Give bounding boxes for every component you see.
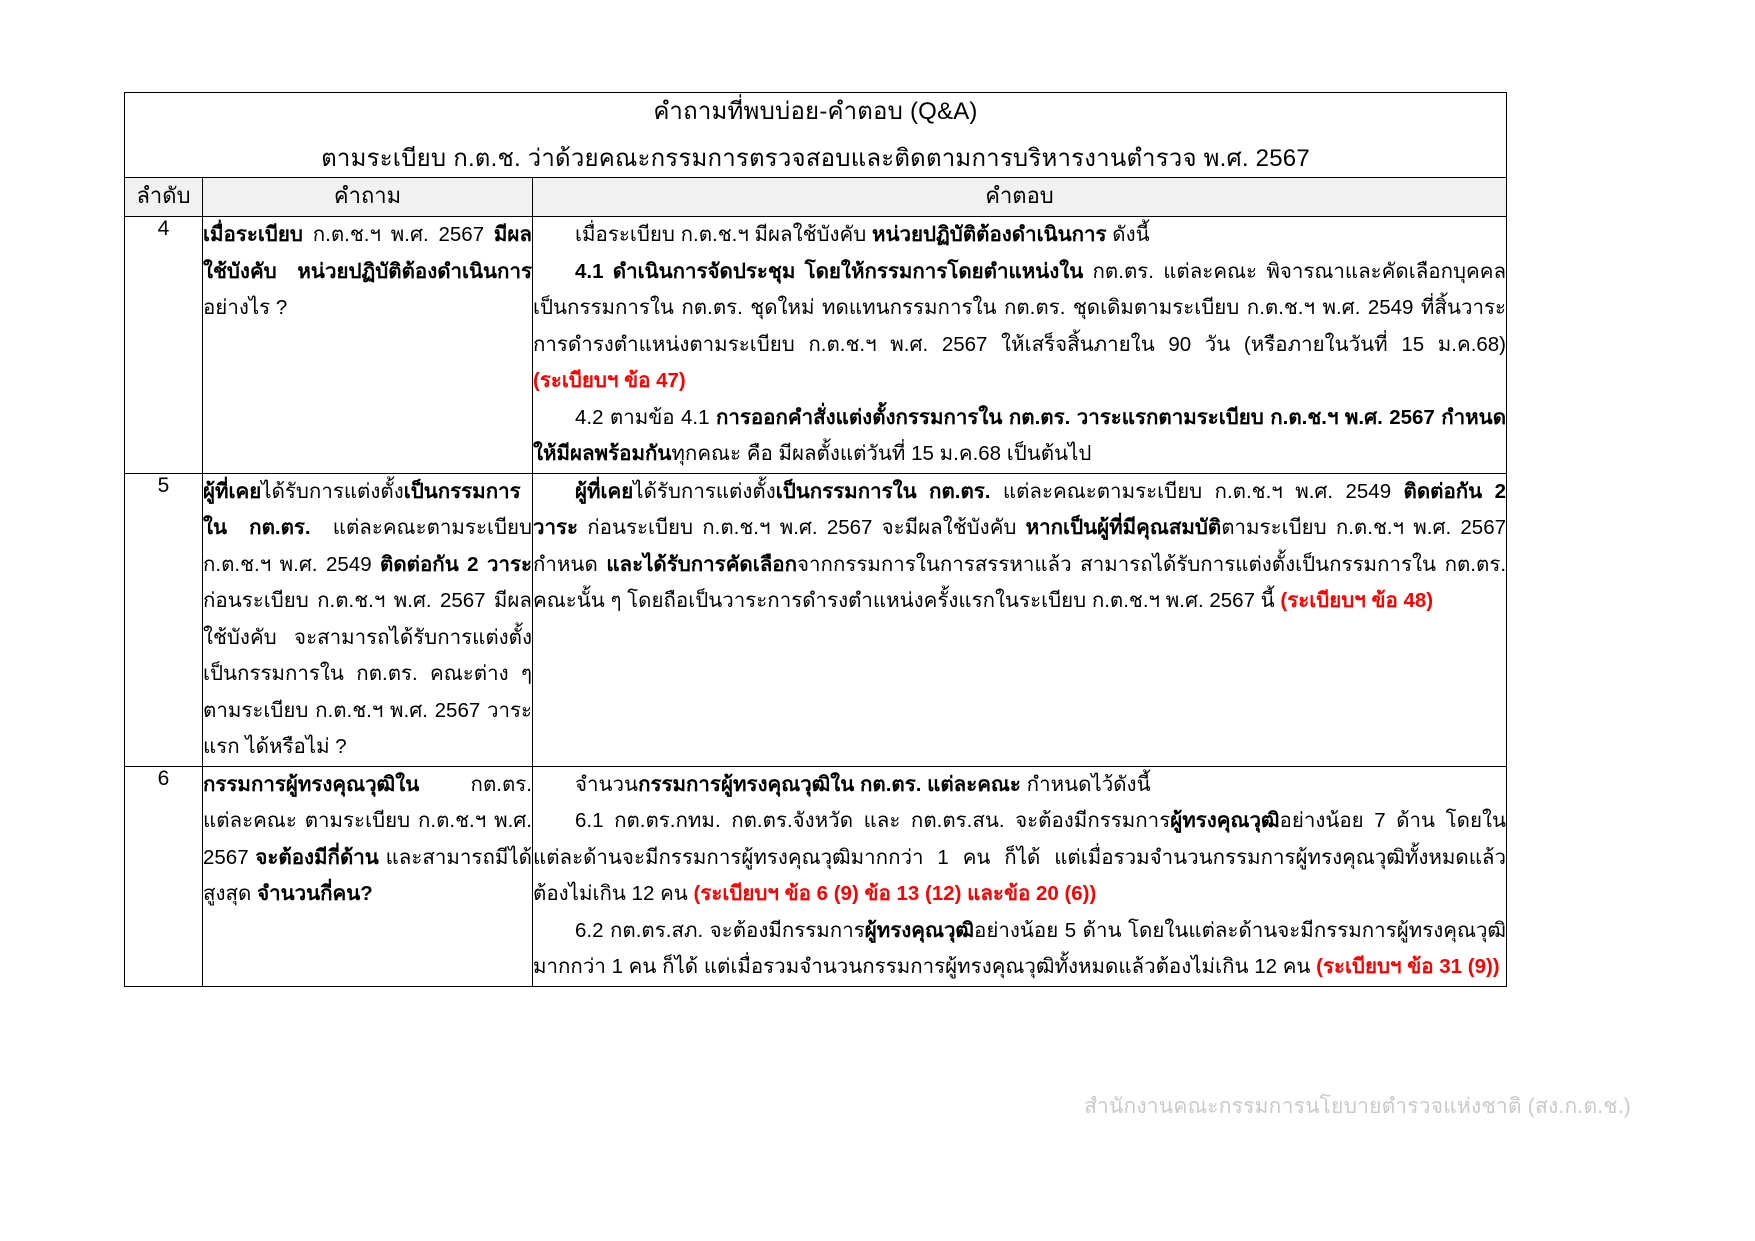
a-seg: การออกคำสั่งแต่งตั้งกรรมการใน กต.ตร. วาระแรกตามระเบียบ ก.ต.ช.ฯ พ.ศ. 2567 [715, 405, 1442, 429]
row-question [203, 473, 533, 766]
a-seg: จากกรรมการในการสรรหาแล้ว สามารถได้รับการแต่งตั้งเป็นกรรมการใน กต.ตร. คณะนั้น ๆ โดยถือเป็นวาระการดำรงตำแหน่งครั้งแรกในระเบียบ ก.ต.ช.ฯ พ.ศ. 2567 นี้ [533, 552, 1507, 613]
q-seg: มีผลใช้บังคับ หน่วยปฏิบัติต้องดำเนินการ [203, 223, 532, 283]
q-seg: และสามารถมีได้สูงสุด [203, 845, 532, 906]
title-line-1: คำถามที่พบบ่อย-คำตอบ (Q&A) [653, 98, 978, 125]
q-seg: ได้รับการแต่งตั้ง [261, 479, 404, 503]
a-seg: อย่างน้อย 5 ด้าน โดยในแต่ละด้านจะมีกรรมการผู้ทรงคุณวุฒิมากกว่า 1 คน ก็ได้ แต่เมื่อรวมจำนวนกรรมการผู้ทรงคุณวุฒิทั้งหมดแล้วต้องไม่เกิน 12 คน [533, 918, 1507, 979]
q-seg: จำนวนกี่คน? [257, 882, 373, 906]
a-seg: ทุกคณะ คือ มีผลตั้งแต่วันที่ 15 ม.ค.68 เป็นต้นไป [671, 442, 1092, 466]
title-line-2: ตามระเบียบ ก.ต.ช. ว่าด้วยคณะกรรมการตรวจสอบและติดตามการบริหารงานตำรวจ พ.ศ. 2567 [321, 145, 1310, 173]
row-answer [533, 217, 1507, 473]
document-title [125, 93, 1507, 178]
regulation-citation: (ระเบียบฯ ข้อ 47) [533, 369, 686, 393]
a-seg: ติดต่อกัน 2 วาระ [533, 479, 1506, 540]
page-footer: สำนักงานคณะกรรมการนโยบายตำรวจแห่งชาติ (สง.ก.ต.ช.) [1084, 1095, 1631, 1118]
row-question [203, 766, 533, 986]
a-seg: เมื่อระเบียบ ก.ต.ช.ฯ มีผลใช้บังคับ [575, 223, 872, 247]
column-header-answer: คำตอบ [533, 178, 1507, 217]
a-seg: ผู้ทรงคุณวุฒิ [864, 918, 975, 942]
a-seg: กำหนดให้มีผลพร้อมกัน [533, 405, 1507, 466]
a-seg: แต่ละคณะตามระเบียบ ก.ต.ช.ฯ พ.ศ. 2549 [1002, 479, 1404, 503]
a-seg: กำหนดไว้ดังนี้ [1026, 772, 1151, 796]
row-number: 4 [125, 217, 203, 473]
q-seg: กต.ตร. แต่ละคณะ ตามระเบียบ ก.ต.ช.ฯ พ.ศ. 2567 [203, 772, 532, 869]
a-seg: เป็นกรรมการใน กต.ตร. [775, 479, 1003, 503]
a-seg: โดยให้กรรมการโดยตำแหน่งใน [804, 259, 1084, 283]
q-seg: เป็นกรรมการใน กต.ตร. [203, 479, 521, 540]
row-number: 5 [125, 473, 203, 766]
column-header-no: ลำดับ [125, 178, 203, 217]
a-seg: 6.1 กต.ตร.กทม. กต.ตร.จังหวัด และ กต.ตร.สน. จะต้องมีกรรมการ [575, 809, 1171, 833]
a-seg: ผู้ทรงคุณวุฒิ [1170, 809, 1280, 833]
a-seg: 4.2 ตามข้อ 4.1 [575, 405, 716, 429]
q-seg: ติดต่อกัน 2 วาระ [380, 552, 532, 576]
a-seg: กต.ตร. แต่ละคณะ พิจารณาและคัดเลือกบุคคลเป็นกรรมการใน กต.ตร. ชุดใหม่ ทดแทนกรรมการใน กต.ตร. ชุดเดิมตามระเบียบ ก.ต.ช.ฯ พ.ศ. 2549 ที่สิ้นวาระการดำรงตำแหน่งตามระเบียบ ก.ต.ช.ฯ พ.ศ. 2567 ให้เสร็จสิ้นภายใน 90 วัน (หรือภายในวันที่ 15 ม.ค.68) [533, 259, 1507, 356]
a-seg: หน่วยปฏิบัติต้องดำเนินการ [871, 223, 1107, 247]
table-row [125, 766, 1507, 986]
a-seg: 6.2 กต.ตร.สภ. จะต้องมีกรรมการ [575, 918, 865, 942]
a-seg: ดังนี้ [1106, 223, 1150, 247]
a-seg: อย่างน้อย 7 ด้าน โดยในแต่ละด้านจะมีกรรมการผู้ทรงคุณวุฒิมากกว่า 1 คน ก็ได้ แต่เมื่อรวมจำนวนกรรมการผู้ทรงคุณวุฒิทั้งหมดแล้วต้องไม่เกิน 12 คน [533, 809, 1507, 906]
q-seg: เมื่อระเบียบ [203, 223, 313, 247]
a-seg: และได้รับการคัดเลือก [606, 552, 798, 576]
q-seg: กรรมการผู้ทรงคุณวุฒิใน [203, 772, 471, 796]
row-number: 6 [125, 766, 203, 986]
a-seg: หากเป็นผู้ที่มีคุณสมบัติ [1025, 516, 1222, 540]
q-seg: ผู้ที่เคย [203, 479, 262, 503]
q-seg: ก.ต.ช.ฯ พ.ศ. 2567 [312, 223, 494, 247]
table-row [125, 473, 1507, 766]
regulation-citation: (ระเบียบฯ ข้อ 6 (9) ข้อ 13 (12) และข้อ 20 (6)) [693, 882, 1097, 906]
a-seg: กรรมการผู้ทรงคุณวุฒิใน กต.ตร. แต่ละคณะ [638, 772, 1027, 796]
q-seg: จะต้องมีกี่ด้าน [255, 845, 386, 869]
column-header-row [125, 178, 1507, 217]
title-row [125, 93, 1507, 178]
a-seg: ได้รับการแต่งตั้ง [633, 479, 776, 503]
qa-table [124, 92, 1507, 987]
row-question [203, 217, 533, 473]
q-seg: แต่ละคณะตามระเบียบ ก.ต.ช.ฯ พ.ศ. 2549 [203, 516, 532, 576]
a-seg: จำนวน [575, 772, 639, 796]
a-seg: 4.1 ดำเนินการจัดประชุม [575, 259, 805, 283]
row-answer [533, 473, 1507, 766]
row-answer [533, 766, 1507, 986]
q-seg: อย่างไร ? [203, 296, 288, 320]
table-row [125, 217, 1507, 473]
column-header-question: คำถาม [203, 178, 533, 217]
a-seg: ผู้ที่เคย [575, 479, 634, 503]
q-seg: ก่อนระเบียบ ก.ต.ช.ฯ พ.ศ. 2567 มีผลใช้บังคับ จะสามารถได้รับการแต่งตั้งเป็นกรรมการใน กต.ตร. คณะต่าง ๆ ตามระเบียบ ก.ต.ช.ฯ พ.ศ. 2567 วาระแรก ได้หรือไม่ ? [203, 589, 532, 759]
a-seg: ก่อนระเบียบ ก.ต.ช.ฯ พ.ศ. 2567 จะมีผลใช้บังคับ [587, 516, 1026, 540]
regulation-citation: (ระเบียบฯ ข้อ 48) [1280, 589, 1434, 613]
a-seg: ตามระเบียบ ก.ต.ช.ฯ พ.ศ. 2567 กำหนด [533, 516, 1506, 576]
regulation-citation: (ระเบียบฯ ข้อ 31 (9)) [1316, 955, 1500, 979]
